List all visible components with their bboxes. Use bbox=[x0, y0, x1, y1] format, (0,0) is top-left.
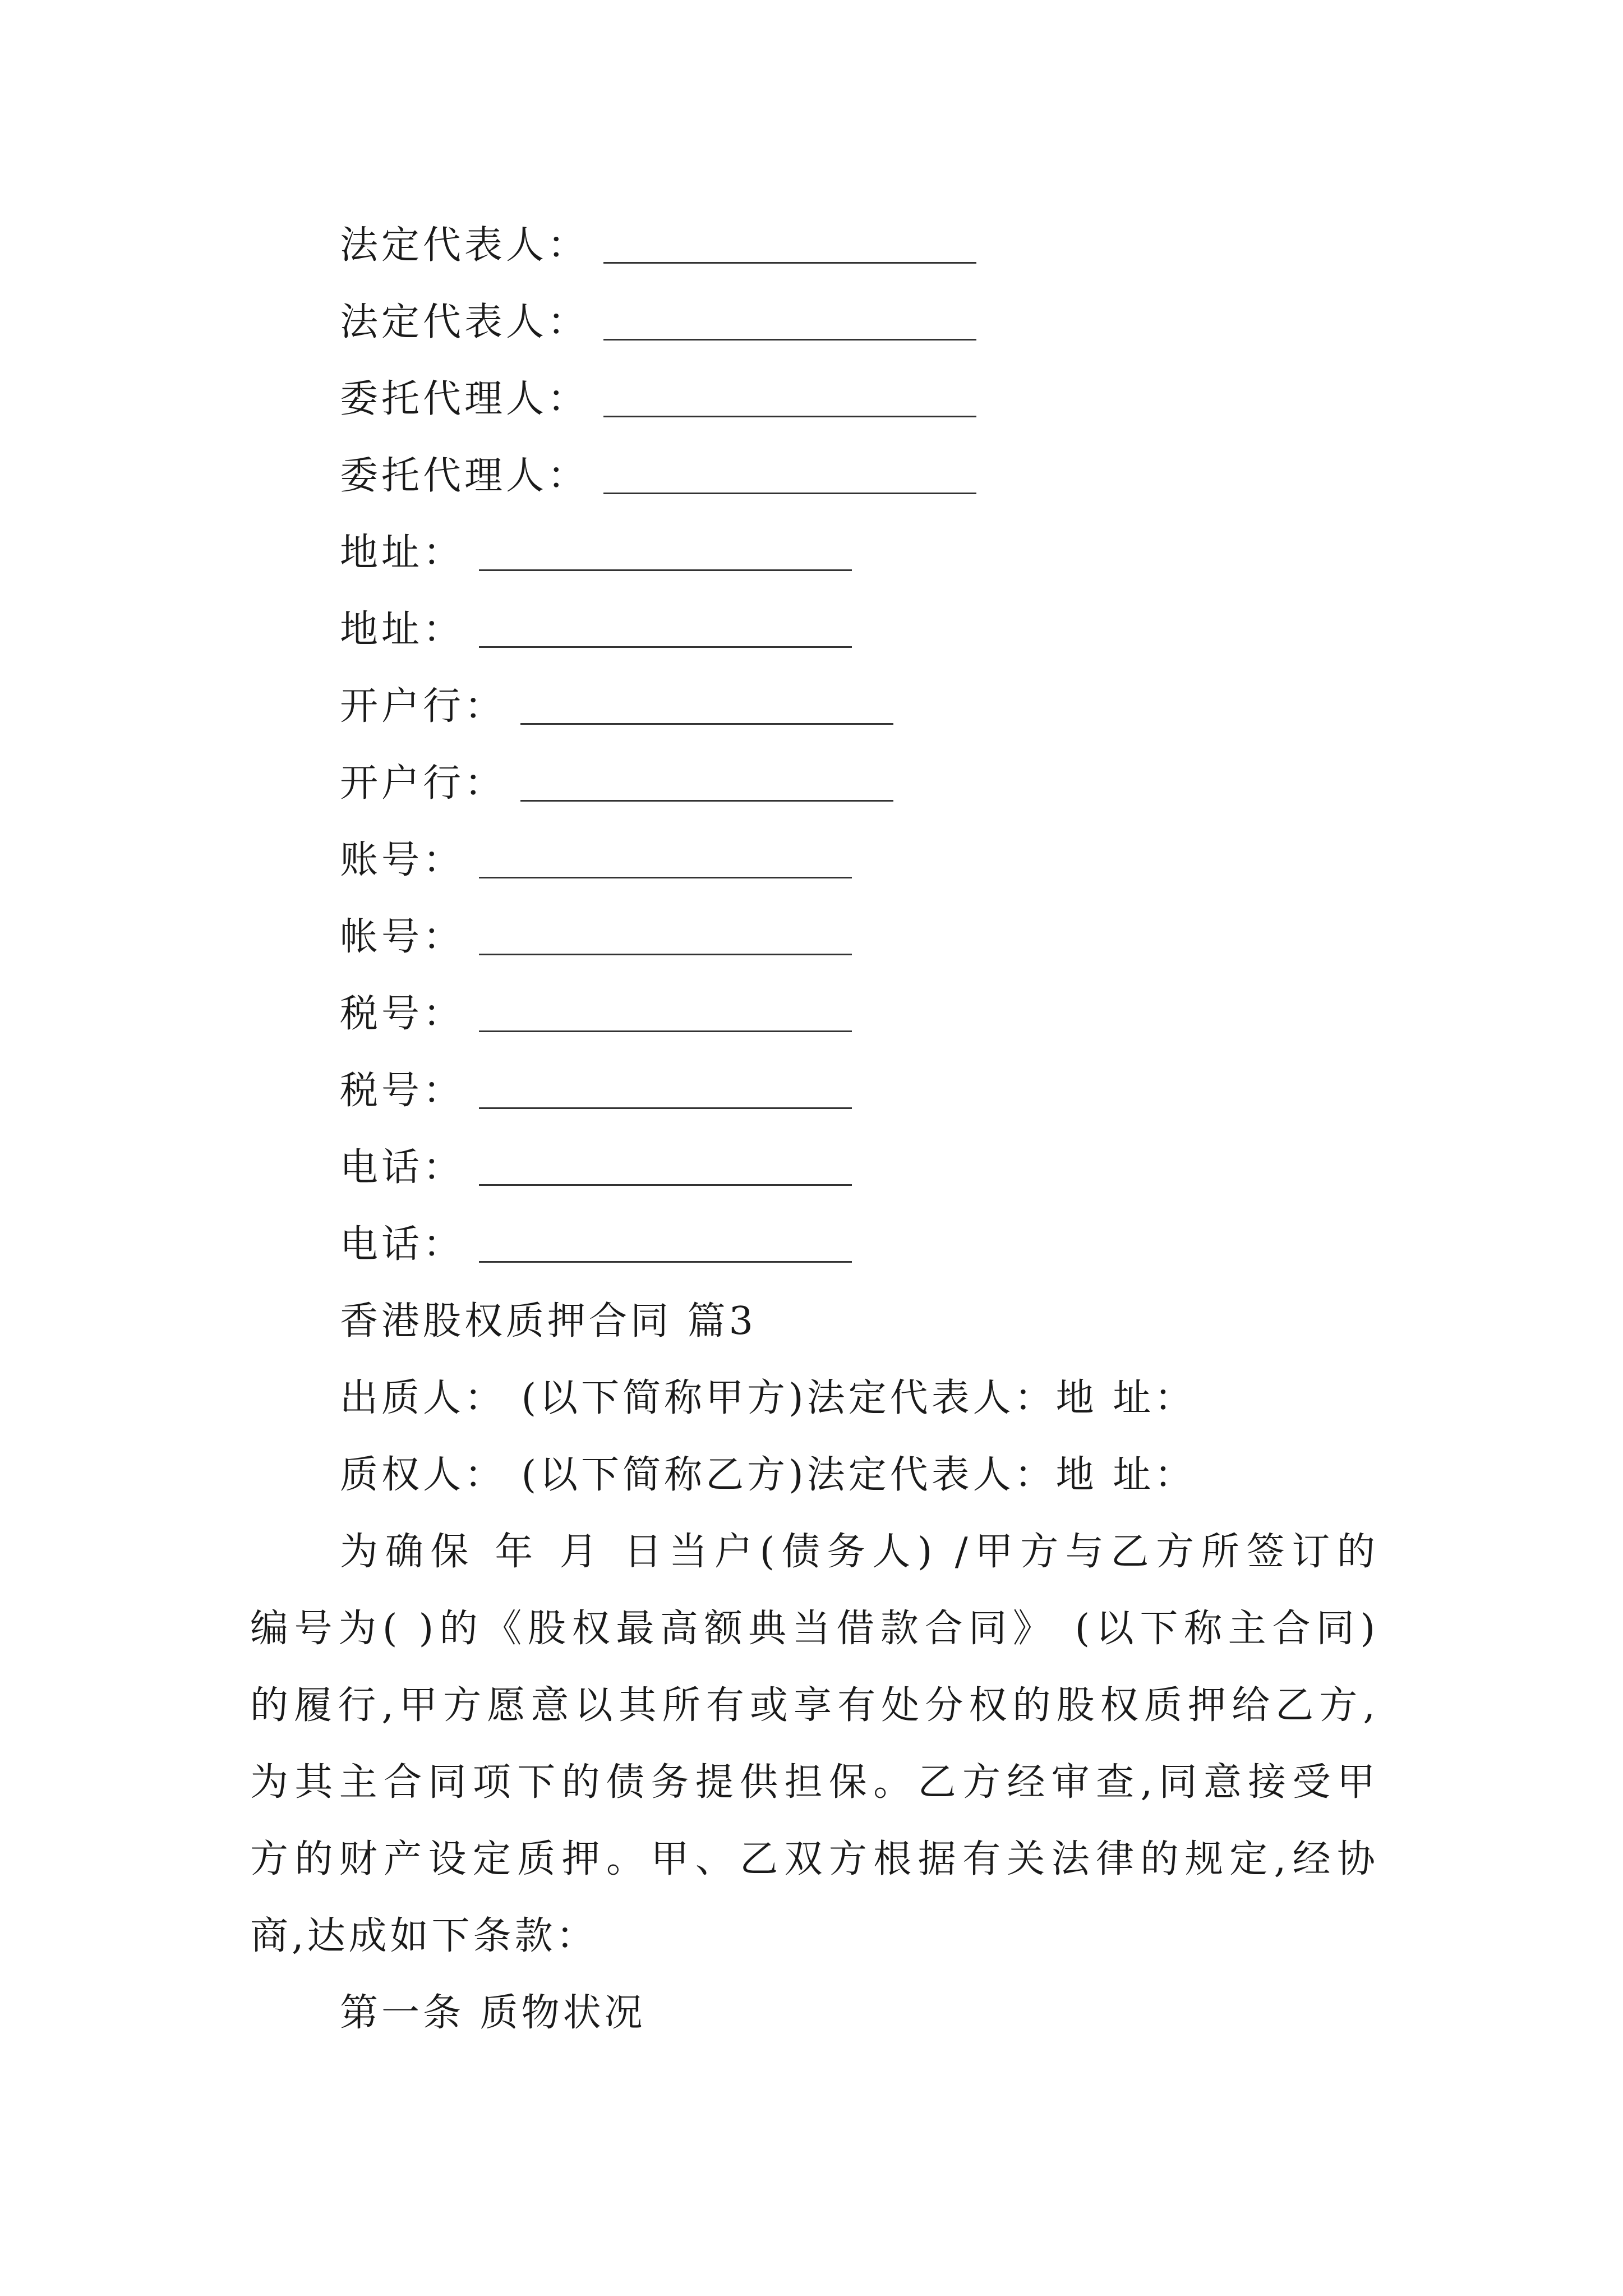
blank-line bbox=[479, 646, 852, 648]
field-agent-2 bbox=[340, 445, 976, 508]
field-phone-1 bbox=[340, 1137, 852, 1199]
field-label: 帐号： bbox=[340, 915, 465, 959]
field-label: 开户行： bbox=[340, 684, 506, 729]
blank-line bbox=[479, 1184, 852, 1186]
paragraph-line: 为确保 年 月 日当户(债务人) /甲方与乙方所签订的 bbox=[340, 1530, 1378, 1574]
blank-line bbox=[603, 339, 976, 341]
field-bank-2 bbox=[340, 752, 893, 815]
field-bank-1 bbox=[340, 675, 893, 738]
paragraph-line: 为其主合同项下的债务提供担保。乙方经审查,同意接受甲 bbox=[250, 1760, 1378, 1805]
blank-line bbox=[603, 416, 976, 417]
blank-line bbox=[479, 877, 852, 878]
field-phone-2 bbox=[340, 1213, 852, 1276]
field-tax-id-2 bbox=[340, 1060, 852, 1122]
blank-line bbox=[479, 954, 852, 955]
field-account-2 bbox=[340, 906, 852, 969]
field-label: 电话： bbox=[340, 1222, 465, 1267]
paragraph-line: 方的财产设定质押。甲、乙双方根据有关法律的规定,经协 bbox=[250, 1837, 1378, 1881]
blank-line bbox=[520, 800, 893, 802]
field-address-1 bbox=[340, 522, 852, 585]
blank-line bbox=[520, 723, 893, 725]
field-label: 开户行： bbox=[340, 761, 506, 806]
field-legal-representative-1 bbox=[340, 214, 976, 277]
field-tax-id-1 bbox=[340, 983, 852, 1046]
field-label: 法定代表人： bbox=[340, 223, 589, 268]
section-heading: 香港股权质押合同 篇3 bbox=[340, 1299, 757, 1343]
field-label: 电话： bbox=[340, 1145, 465, 1190]
paragraph-line: 商,达成如下条款： bbox=[250, 1914, 598, 1958]
pledgor-line: 出质人： (以下简称甲方)法定代表人：地 址： bbox=[340, 1376, 1196, 1420]
field-label: 税号： bbox=[340, 1069, 465, 1113]
blank-line bbox=[603, 262, 976, 264]
field-label: 法定代表人： bbox=[340, 300, 589, 344]
blank-line bbox=[479, 1261, 852, 1263]
field-account-1 bbox=[340, 829, 852, 892]
field-label: 地址： bbox=[340, 531, 465, 575]
blank-line bbox=[479, 1107, 852, 1109]
field-legal-representative-2 bbox=[340, 291, 976, 354]
field-label: 委托代理人： bbox=[340, 377, 589, 421]
field-label: 委托代理人： bbox=[340, 454, 589, 498]
blank-line bbox=[603, 493, 976, 494]
field-address-2 bbox=[340, 599, 852, 661]
blank-line bbox=[479, 569, 852, 571]
field-label: 账号： bbox=[340, 838, 465, 882]
field-agent-1 bbox=[340, 368, 976, 431]
blank-line bbox=[479, 1030, 852, 1032]
paragraph-line: 编号为( )的《股权最高额典当借款合同》 (以下称主合同) bbox=[250, 1607, 1378, 1651]
paragraph-line: 的履行,甲方愿意以其所有或享有处分权的股权质押给乙方, bbox=[250, 1683, 1378, 1728]
article-heading: 第一条 质物状况 bbox=[340, 1991, 646, 2035]
pledgee-line: 质权人： (以下简称乙方)法定代表人：地 址： bbox=[340, 1453, 1196, 1497]
field-label: 税号： bbox=[340, 992, 465, 1036]
field-label: 地址： bbox=[340, 608, 465, 652]
